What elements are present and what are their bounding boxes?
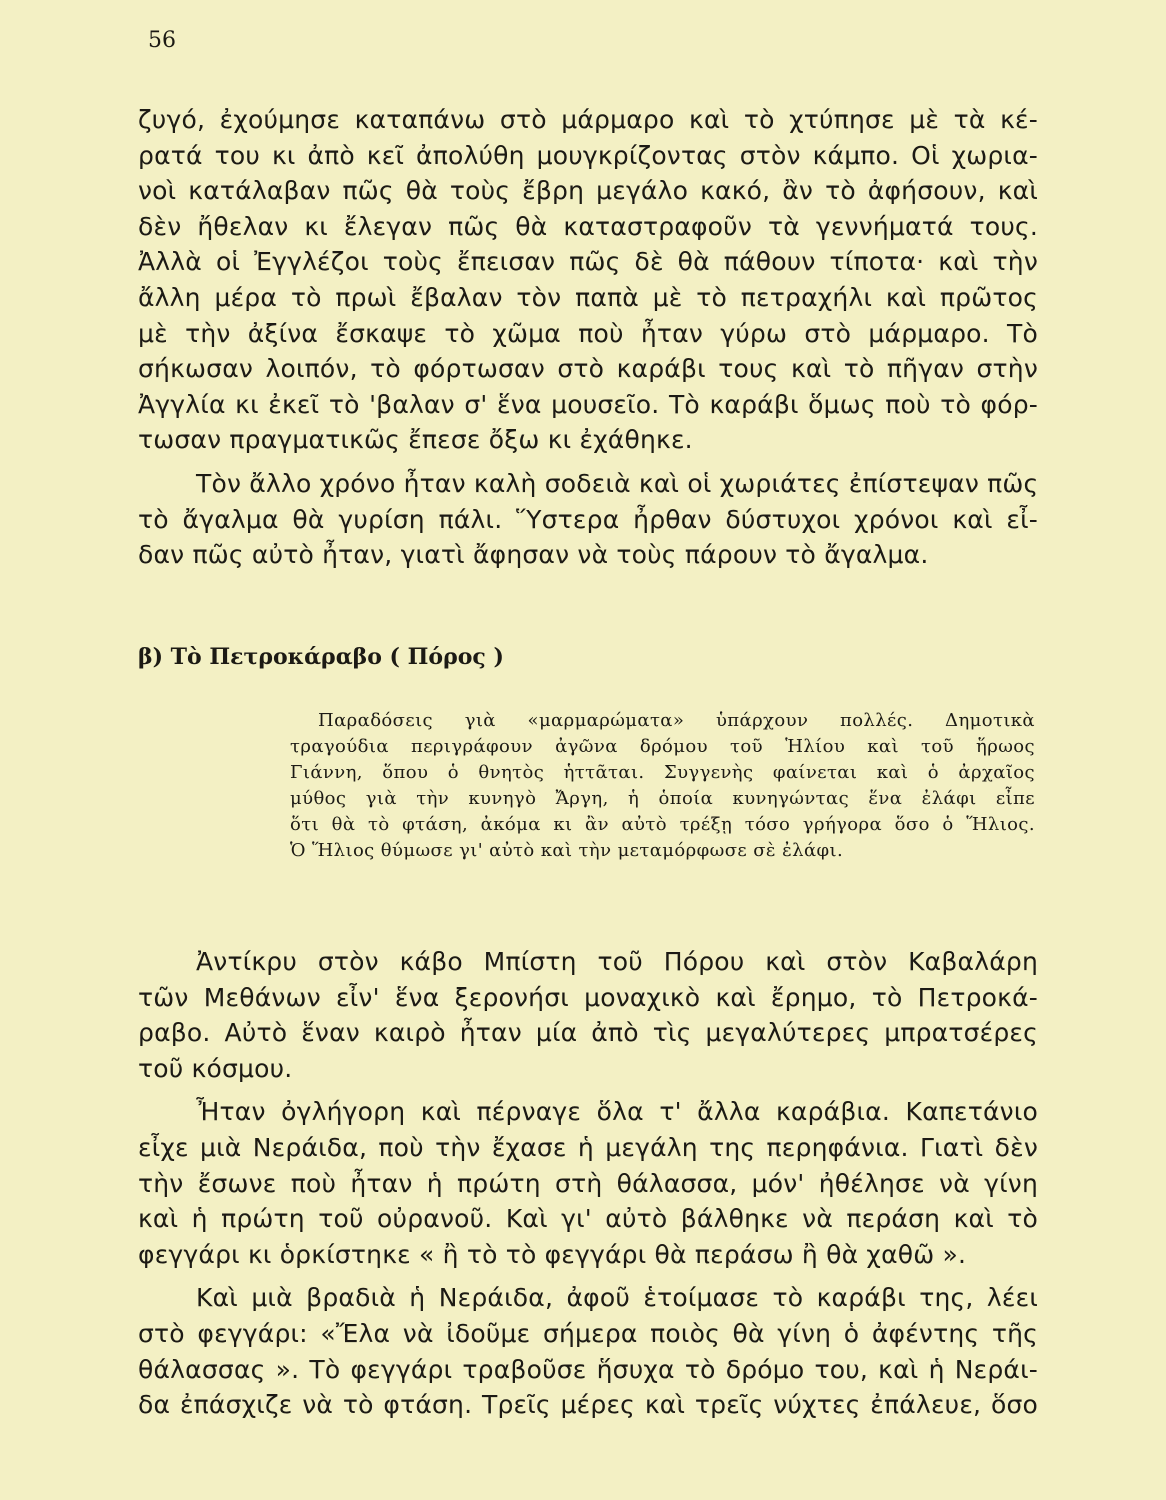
quote-line: Ὁ Ἥλιος θύμωσε γι' αὐτὸ καὶ τὴν μεταμόρφωσε σὲ ἐλάφι. xyxy=(290,840,844,861)
text-line: τοῦ κόσμου. xyxy=(138,1053,293,1083)
text-block-bottom xyxy=(138,944,1038,1431)
text-line: καὶ ἡ πρώτη τοῦ οὐρανοῦ. Καὶ γι' αὐτὸ βάλθηκε νὰ περάση καὶ τὸ xyxy=(138,1204,1038,1234)
text-block-top xyxy=(138,102,1038,581)
text-line: Ἀντίκρυ στὸν κάβο Μπίστη τοῦ Πόρου καὶ στὸν Καβαλάρη xyxy=(196,947,1038,976)
text-line: Ἀγγλία κι ἐκεῖ τὸ 'βαλαν σ' ἕνα μουσεῖο. Τὸ καράβι ὅμως ποὺ τὸ φόρ- xyxy=(138,389,1038,419)
text-line: στὸ φεγγάρι: «Ἔλα νὰ ἰδοῦμε σήμερα ποιὸς θὰ γίνη ὁ ἀφέντης τῆς xyxy=(138,1318,1038,1348)
quote-block xyxy=(290,708,1035,864)
paragraph-5 xyxy=(138,1280,1038,1422)
quote-line: Γιάννη, ὅπου ὁ θνητὸς ἡττᾶται. Συγγενὴς φαίνεται καὶ ὁ ἀρχαῖος xyxy=(290,762,1035,783)
text-line: τῶν Μεθάνων εἶν' ἕνα ξερονήσι μοναχικὸ καὶ ἔρημο, τὸ Πετροκά- xyxy=(138,982,1038,1012)
section-heading: β) Τὸ Πετροκάραβο ( Πόρος ) xyxy=(138,644,504,670)
text-line: δαν πῶς αὐτὸ ἦταν, γιατὶ ἄφησαν νὰ τοὺς πάρουν τὸ ἄγαλμα. xyxy=(138,540,929,570)
paragraph-4 xyxy=(138,1094,1038,1272)
text-line: Τὸν ἄλλο χρόνο ἦταν καλὴ σοδειὰ καὶ οἱ χωριάτες ἐπίστεψαν πῶς xyxy=(196,468,1039,498)
text-line: φεγγάρι κι ὁρκίστηκε « ἢ τὸ τὸ φεγγάρι θὰ περάσω ἢ θὰ χαθῶ ». xyxy=(138,1239,967,1269)
text-line: εἶχε μιὰ Νεράιδα, ποὺ τὴν ἔχασε ἡ μεγάλη της περηφάνια. Γιατὶ δὲν xyxy=(138,1132,1038,1162)
paragraph-2 xyxy=(138,466,1038,573)
text-line: νοὶ κατάλαβαν πῶς θὰ τοὺς ἔβρη μεγάλο κακό, ἂν τὸ ἀφήσουν, καὶ xyxy=(138,176,1038,206)
paragraph-1 xyxy=(138,102,1038,458)
text-line: δα ἐπάσχιζε νὰ τὸ φτάση. Τρεῖς μέρες καὶ τρεῖς νύχτες ἐπάλευε, ὅσο xyxy=(138,1390,1038,1420)
text-line: τωσαν πραγματικῶς ἔπεσε ὄξω κι ἐχάθηκε. xyxy=(138,425,693,455)
text-line: δὲν ἤθελαν κι ἔλεγαν πῶς θὰ καταστραφοῦν τὰ γεννήματά τους. xyxy=(138,211,1038,241)
text-line: ραβο. Αὐτὸ ἕναν καιρὸ ἦταν μία ἀπὸ τὶς μεγαλύτερες μπρατσέρες xyxy=(138,1018,1038,1048)
text-line: σήκωσαν λοιπόν, τὸ φόρτωσαν στὸ καράβι τους καὶ τὸ πῆγαν στὴν xyxy=(138,354,1038,384)
text-line: Ἀλλὰ οἱ Ἐγγλέζοι τοὺς ἔπεισαν πῶς δὲ θὰ πάθουν τίποτα· καὶ τὴν xyxy=(138,247,1038,277)
text-line: μὲ τὴν ἀξίνα ἔσκαψε τὸ χῶμα ποὺ ἦταν γύρω στὸ μάρμαρο. Τὸ xyxy=(138,318,1038,348)
text-line: τὴν ἔσωνε ποὺ ἦταν ἡ πρώτη στὴ θάλασσα, μόν' ἠθέλησε νὰ γίνη xyxy=(138,1168,1038,1198)
text-line: τὸ ἄγαλμα θὰ γυρίση πάλι. Ὕστερα ἦρθαν δύστυχοι χρόνοι καὶ εἶ- xyxy=(138,504,1038,534)
quote-line: Παραδόσεις γιὰ «μαρμαρώματα» ὑπάρχουν πολλές. Δημοτικὰ xyxy=(318,710,1035,731)
text-line: ἄλλη μέρα τὸ πρωὶ ἔβαλαν τὸν παπὰ μὲ τὸ πετραχήλι καὶ πρῶτος xyxy=(138,282,1038,312)
text-line: ζυγό, ἐχούμησε καταπάνω στὸ μάρμαρο καὶ τὸ χτύπησε μὲ τὰ κέ- xyxy=(138,105,1038,134)
paragraph-3 xyxy=(138,944,1038,1086)
page-number: 56 xyxy=(148,28,176,53)
quote-line: ὅτι θὰ τὸ φτάση, ἀκόμα κι ἂν αὐτὸ τρέξῃ τόσο γρήγορα ὅσο ὁ Ἥλιος. xyxy=(290,814,1035,835)
text-line: θάλασσας ». Τὸ φεγγάρι τραβοῦσε ἥσυχα τὸ δρόμο του, καὶ ἡ Νεράι- xyxy=(138,1354,1038,1384)
text-line: Καὶ μιὰ βραδιὰ ἡ Νεράιδα, ἀφοῦ ἑτοίμασε τὸ καράβι της, λέει xyxy=(196,1283,1038,1313)
text-line: Ἦταν ὀγλήγορη καὶ πέρναγε ὅλα τ' ἄλλα καράβια. Καπετάνιο xyxy=(196,1097,1038,1127)
text-line: ρατά του κι ἀπὸ κεῖ ἀπολύθη μουγκρίζοντας στὸν κάμπο. Οἱ χωρια- xyxy=(138,140,1038,170)
quote-line: μύθος γιὰ τὴν κυνηγὸ Ἄργη, ἡ ὁποία κυνηγώντας ἕνα ἐλάφι εἶπε xyxy=(290,788,1035,809)
quote-line: τραγούδια περιγράφουν ἀγῶνα δρόμου τοῦ Ἡλίου καὶ τοῦ ἥρωος xyxy=(290,736,1035,757)
